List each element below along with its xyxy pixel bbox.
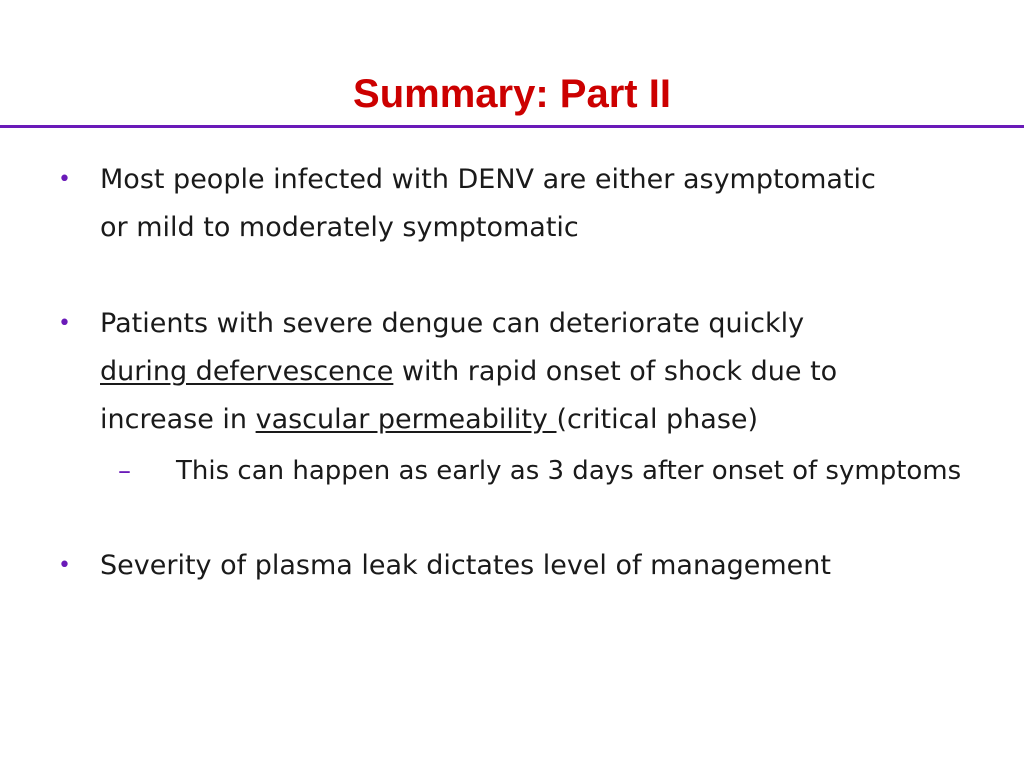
bullet-text-line: Most people infected with DENV are either asymptomatic [100,164,876,195]
bullet-text-line: Severity of plasma leak dictates level of management [100,550,831,581]
bullet-item [58,542,978,590]
bullet-icon: • [58,311,71,336]
bullet-text-fragment: (critical phase) [556,404,759,435]
sub-bullet-text: This can happen as early as 3 days after onset of symptoms [176,456,962,486]
bullet-text-line: or mild to moderately symptomatic [100,212,579,243]
dash-icon: – [118,456,131,486]
bullet-icon: • [58,553,71,578]
title-divider [0,125,1024,128]
sub-bullet-item [118,452,978,490]
bullet-item [58,156,978,252]
bullet-text-line: Patients with severe dengue can deteriorate quickly [100,308,805,339]
underlined-term: vascular permeability [255,404,557,435]
slide-body [58,156,978,590]
bullet-text-fragment: with rapid onset of shock due to [393,356,838,387]
underlined-term: during defervescence [100,356,394,387]
bullet-text-fragment: increase in [100,404,256,435]
bullet-text-line [100,396,978,444]
slide-title: Summary: Part II [353,72,671,116]
bullet-text-line [100,348,978,396]
bullet-icon: • [58,167,71,192]
bullet-item [58,300,978,444]
